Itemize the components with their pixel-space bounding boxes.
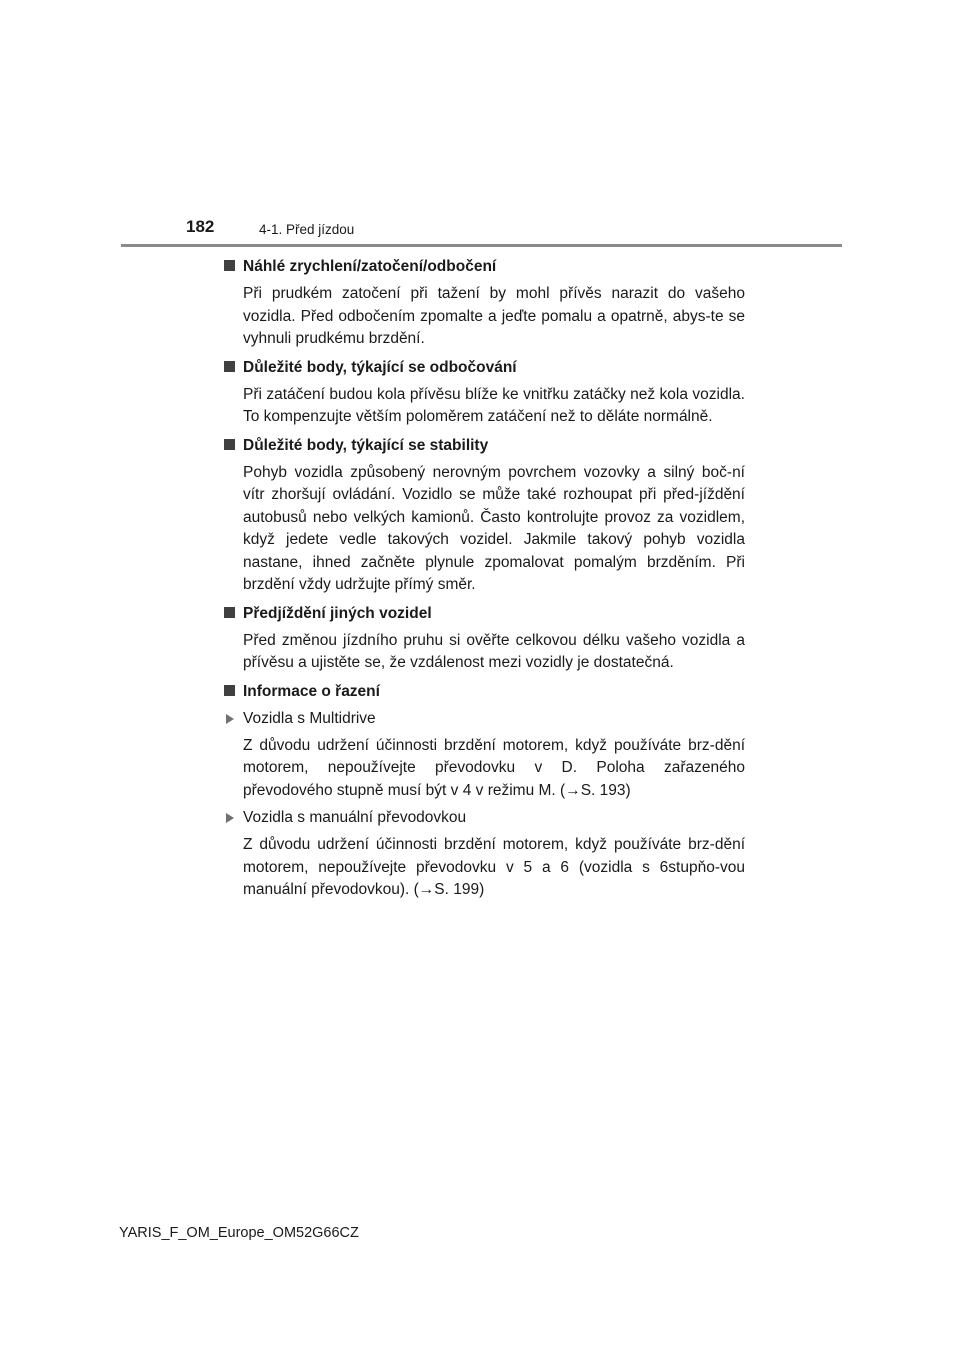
section-text: Před změnou jízdního pruhu si ověřte celkovou délku vašeho vozidla a přívěsu a ujistěte se, že vzdálenost mezi vozidly je dostatečná. xyxy=(243,631,745,671)
section-text: Pohyb vozidla způsobený nerovným povrchem vozovky a silný boč-ní vítr zhoršují ovládání. Vozidlo se může také rozhoupat při před-jíždění autobusů nebo velkých kamionů. Často kontrolujte provoz za vozidlem, když jedete vedle takových vozidel. Jakmile takový pohyb vozidla nastane, ihned začněte plynule zpomalovat pomalým brzděním. Při brzdění vždy udržujte přímý směr. xyxy=(243,463,745,593)
section-sudden-maneuvers xyxy=(224,256,745,351)
section-title: 4-1. Před jízdou xyxy=(259,222,355,237)
triangle-bullet-icon xyxy=(226,714,234,724)
square-bullet-icon xyxy=(224,361,235,372)
square-bullet-icon xyxy=(224,260,235,271)
square-bullet-icon xyxy=(224,685,235,696)
section-text: Při zatáčení budou kola přívěsu blíže ke vnitřku zatáčky než kola vozidla. To kompenzujte větším poloměrem zatáčení než to děláte normálně. xyxy=(243,385,745,425)
section-overtaking xyxy=(224,603,745,675)
section-heading: Důležité body, týkající se odbočování xyxy=(224,357,745,379)
page-content xyxy=(224,256,745,902)
header-rule xyxy=(121,244,842,247)
footer-doc-code: YARIS_F_OM_Europe_OM52G66CZ xyxy=(119,1225,359,1241)
section-turning xyxy=(224,357,745,429)
section-heading: Informace o řazení xyxy=(224,681,745,703)
page-number: 182 xyxy=(186,217,215,236)
square-bullet-icon xyxy=(224,439,235,450)
section-heading: Důležité body, týkající se stability xyxy=(224,435,745,457)
section-shifting xyxy=(224,681,745,902)
subsection-text: Z důvodu udržení účinnosti brzdění motorem, když používáte brz-dění motorem, nepoužívejte převodovku v D. Poloha zařazeného převodového stupně musí být v 4 v režimu M. (→S. 193) xyxy=(243,736,745,799)
subsection-label-multidrive: Vozidla s Multidrive xyxy=(224,708,745,730)
subsection-label-manual: Vozidla s manuální převodovkou xyxy=(224,807,745,829)
subsection-text: Z důvodu udržení účinnosti brzdění motorem, když používáte brz-dění motorem, nepoužívejte převodovku v 5 a 6 (vozidla s 6stupňo-vou manuální převodovkou). (→S. 199) xyxy=(243,836,745,898)
section-heading: Náhlé zrychlení/zatočení/odbočení xyxy=(224,256,745,278)
triangle-bullet-icon xyxy=(226,813,234,823)
section-stability xyxy=(224,435,745,597)
section-text: Při prudkém zatočení při tažení by mohl přívěs narazit do vašeho vozidla. Před odbočením zpomalte a jeďte pomalu a opatrně, abys-te se vyhnuli prudkému brzdění. xyxy=(243,285,745,347)
section-heading: Předjíždění jiných vozidel xyxy=(224,603,745,625)
square-bullet-icon xyxy=(224,607,235,618)
